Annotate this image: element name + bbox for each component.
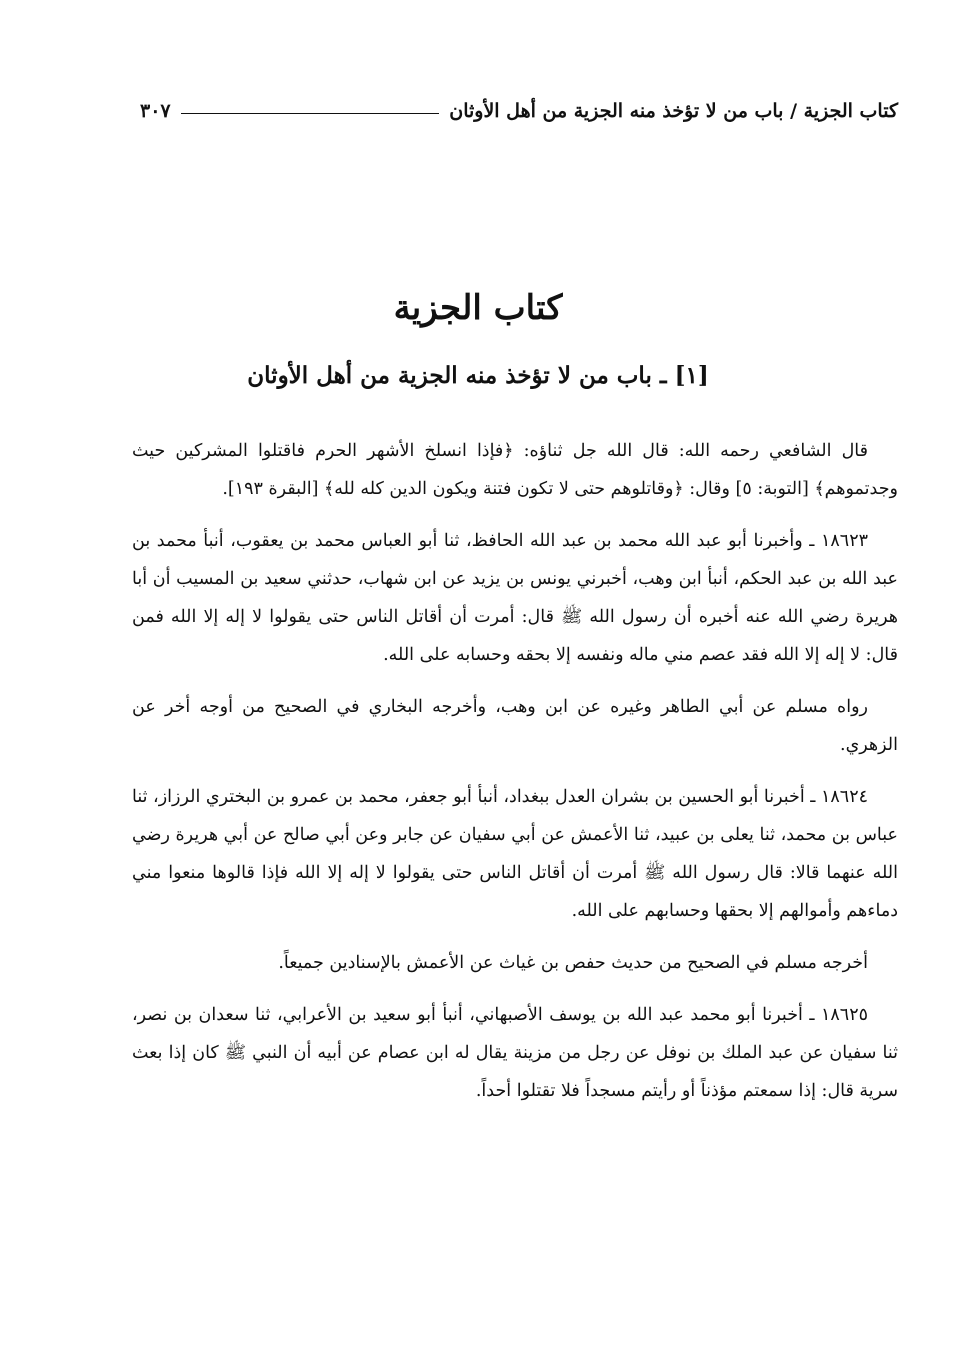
- hadith-18625: ١٨٦٢٥ ـ أخبرنا أبو محمد عبد الله بن يوسف الأصبهاني، أنبأ أبو سعيد بن الأعرابي، ثنا سعدان بن نصر، ثنا سفيان عن عبد الملك بن نوفل عن رجل من مزينة يقال له ابن عصام عن أبيه أن النبي ﷺ كان إذا بعث سرية قال: إذا سمعتم مؤذناً أو رأيتم مسجداً فلا تقتلوا أحداً.: [132, 1005, 898, 1101]
- body-text: [132, 432, 898, 1124]
- header-rule: [181, 113, 440, 114]
- running-header: [140, 88, 898, 122]
- running-title: كتاب الجزية / باب من لا تؤخذ منه الجزية من أهل الأوثان: [449, 100, 898, 122]
- book-title: كتاب الجزية: [393, 288, 563, 328]
- chapter-title: [١] ـ باب من لا تؤخذ منه الجزية من أهل الأوثان: [247, 362, 709, 389]
- page-number: ٣٠٧: [140, 100, 171, 122]
- takhrij-18624: أخرجه مسلم في الصحيح من حديث حفص بن غياث عن الأعمش بالإسنادين جميعاً.: [278, 953, 868, 973]
- hadith-18623: ١٨٦٢٣ ـ وأخبرنا أبو عبد الله محمد بن عبد الله الحافظ، ثنا أبو العباس محمد بن يعقوب، أنبأ محمد بن عبد الله بن عبد الحكم، أنبأ ابن وهب، أخبرني يونس بن يزيد عن ابن شهاب، حدثني سعيد بن المسيب أن أبا هريرة رضي الله عنه أخبره أن رسول الله ﷺ قال: أمرت أن أقاتل الناس حتى يقولوا لا إله إلا الله فمن قال: لا إله إلا الله فقد عصم مني ماله ونفسه إلا بحقه وحسابه على الله.: [132, 531, 898, 665]
- paragraph-shafii-quote: قال الشافعي رحمه الله: قال الله جل ثناؤه: ﴿فإذا انسلخ الأشهر الحرم فاقتلوا المشركين حيث وجدتموهم﴾ [التوبة: ٥] وقال: ﴿وقاتلوهم حتى لا تكون فتنة ويكون الدين كله لله﴾ [البقرة ١٩٣].: [132, 441, 898, 499]
- takhrij-18623: رواه مسلم عن أبي الطاهر وغيره عن ابن وهب، وأخرجه البخاري في الصحيح من أوجه أخر عن الزهري.: [132, 697, 898, 755]
- hadith-18624: ١٨٦٢٤ ـ أخبرنا أبو الحسين بن بشران العدل ببغداد، أنبأ أبو جعفر، محمد بن عمرو بن البختري الرزاز، ثنا عباس بن محمد، ثنا يعلى بن عبيد، ثنا الأعمش عن أبي سفيان عن جابر وعن أبي صالح عن أبي هريرة رضي الله عنهما قالا: قال رسول الله ﷺ أمرت أن أقاتل الناس حتى يقولوا لا إله إلا الله فإذا قالوها منعوا مني دماءهم وأموالهم إلا بحقها وحسابهم على الله.: [132, 787, 898, 921]
